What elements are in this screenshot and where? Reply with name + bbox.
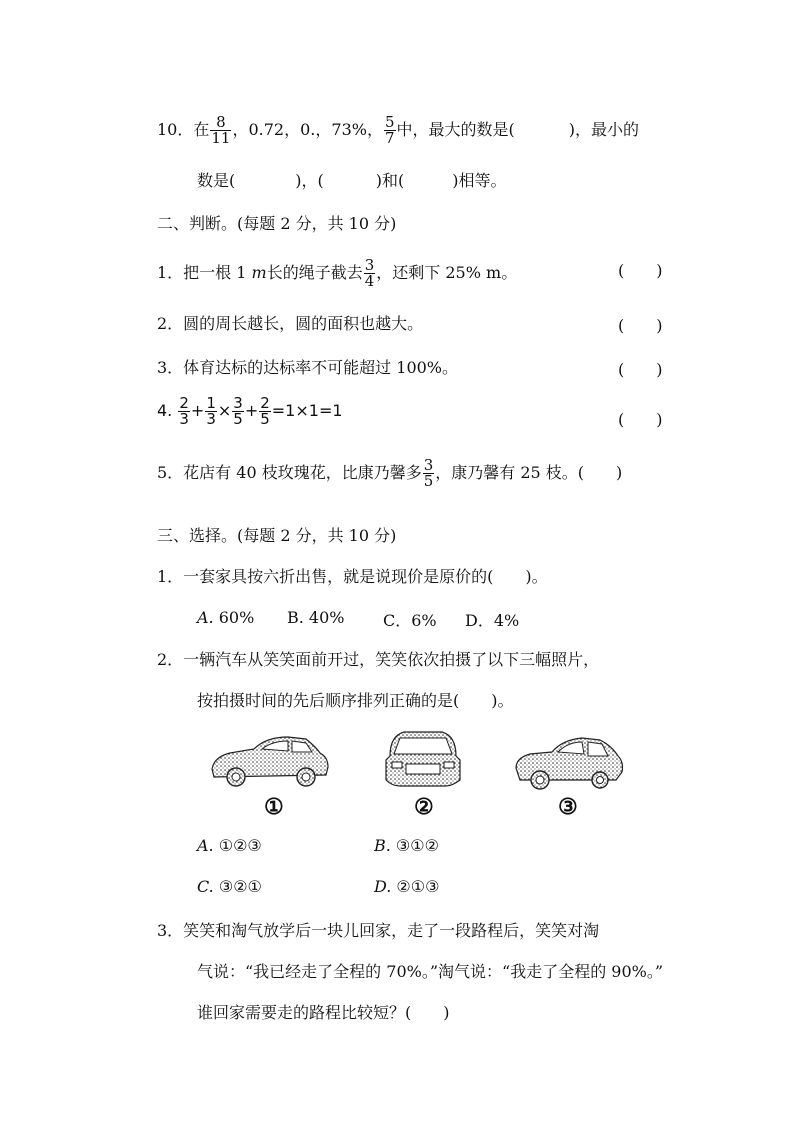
judge-q1: 1．把一根 1 m长的绳子截去 $\frac{3}{4}$ ，还剩下 25% m。 <box>157 256 518 290</box>
choice-q3-line-3: 谁回家需要走的路程比较短？( ) <box>197 1003 450 1022</box>
car-side-view-icon <box>208 733 332 789</box>
choice-q2-option-b[interactable]: B. ③①② <box>374 836 439 855</box>
judge-q3-answer[interactable]: ( ) <box>618 360 663 379</box>
photo-label-1: ① <box>264 794 284 820</box>
judge-q4: 4. $\frac{2}{3}$ + $\frac{1}{3}$ × $\frac{3}{5}$ + $\frac{2}{5}$ =1×1=1 <box>157 394 343 428</box>
section-judgement-title: 二、判断。(每题 2 分，共 10 分) <box>157 214 397 233</box>
fraction-5-7: $\frac{5}{7}$ <box>384 113 395 147</box>
photo-label-3: ③ <box>558 794 578 820</box>
fraction-8-11: $\frac{8}{11}$ <box>211 113 231 147</box>
choice-q1-option-b[interactable]: B. 40% <box>287 608 345 627</box>
q10-line2: 数是( )，( )和( )相等。 <box>197 171 507 190</box>
judge-q1-answer[interactable]: ( ) <box>618 261 663 280</box>
choice-q1-option-c[interactable]: C．6% <box>383 611 437 630</box>
photo-label-2: ② <box>414 794 434 820</box>
car-front-view-icon <box>382 726 464 790</box>
fraction-3-5: $\frac{3}{5}$ <box>423 456 434 490</box>
choice-q2-stem-2: 按拍摄时间的先后顺序排列正确的是( )。 <box>197 691 514 710</box>
judge-q5: 5．花店有 40 枝玫瑰花，比康乃馨多 $\frac{3}{5}$ ，康乃馨有 25 枝。( ) <box>157 456 623 490</box>
judge-q2: 2．圆的周长越长，圆的面积也越大。 <box>157 314 424 333</box>
choice-q1-option-d[interactable]: D．4% <box>465 611 520 630</box>
judge-q4-answer[interactable]: ( ) <box>618 410 663 429</box>
choice-q2-option-d[interactable]: D. ②①③ <box>374 877 440 896</box>
q10-line1: 10．在 $\frac{8}{11}$ ，0.72，0.，73%， $\frac{5}{7}$ 中，最大的数是( )，最小的 <box>157 113 640 147</box>
section-choice-title: 三、选择。(每题 2 分，共 10 分) <box>157 526 397 545</box>
q10-number: 10． <box>157 120 194 139</box>
judge-q2-answer[interactable]: ( ) <box>618 316 663 335</box>
choice-q2-option-a[interactable]: A. ①②③ <box>197 836 262 855</box>
car-three-quarter-view-icon <box>512 734 626 792</box>
choice-q2-stem-1: 2．一辆汽车从笑笑面前开过，笑笑依次拍摄了以下三幅照片， <box>157 650 600 669</box>
fraction-3-4: $\frac{3}{4}$ <box>364 256 375 290</box>
choice-q3-line-1: 3．笑笑和淘气放学后一块儿回家，走了一段路程后，笑笑对淘 <box>157 921 600 940</box>
choice-q2-option-c[interactable]: C. ③②① <box>197 877 262 896</box>
choice-q1-option-a[interactable]: A. 60% <box>197 608 255 627</box>
choice-q1-stem: 1．一套家具按六折出售，就是说现价是原价的( )。 <box>157 567 548 586</box>
choice-q3-line-2: 气说：“我已经走了全程的 70%。”淘气说：“我走了全程的 90%。” <box>197 962 664 981</box>
judge-q3: 3．体育达标的达标率不可能超过 100%。 <box>157 358 459 377</box>
